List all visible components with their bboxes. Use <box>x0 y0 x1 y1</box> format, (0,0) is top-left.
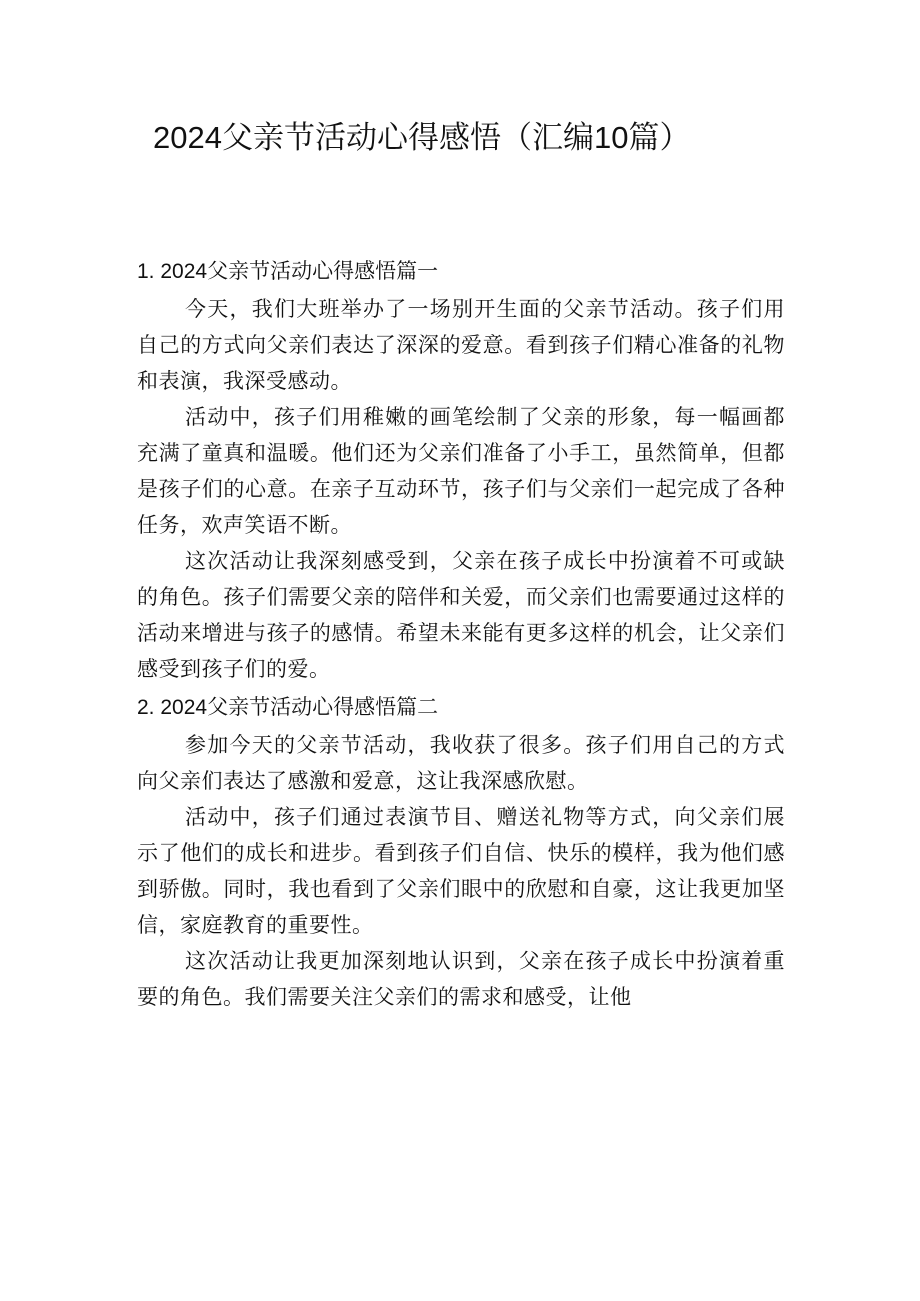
paragraph: 今天，我们大班举办了一场别开生面的父亲节活动。孩子们用自己的方式向父亲们表达了深深的爱意。看到孩子们精心准备的礼物和表演，我深受感动。 <box>137 297 785 393</box>
paragraph: 这次活动让我深刻感受到，父亲在孩子成长中扮演着不可或缺的角色。孩子们需要父亲的陪伴和关爱，而父亲们也需要通过这样的活动来增进与孩子的感情。希望未来能有更多这样的机会，让父亲们感受到孩子们的爱。 <box>137 549 785 681</box>
paragraph: 参加今天的父亲节活动，我收获了很多。孩子们用自己的方式向父亲们表达了感激和爱意，这让我深感欣慰。 <box>137 733 785 793</box>
section-heading: 2. 2024父亲节活动心得感悟篇二 <box>137 696 439 719</box>
paragraph: 活动中，孩子们通过表演节目、赠送礼物等方式，向父亲们展示了他们的成长和进步。看到孩子们自信、快乐的模样，我为他们感到骄傲。同时，我也看到了父亲们眼中的欣慰和自豪，这让我更加坚信，家庭教育的重要性。 <box>137 805 785 937</box>
section-heading: 1. 2024父亲节活动心得感悟篇一 <box>137 260 439 283</box>
section-2 <box>137 689 785 1015</box>
document-body <box>137 253 785 1015</box>
section-1 <box>137 253 785 687</box>
paragraph: 这次活动让我更加深刻地认识到，父亲在孩子成长中扮演着重要的角色。我们需要关注父亲们的需求和感受，让他 <box>137 949 785 1009</box>
paragraph: 活动中，孩子们用稚嫩的画笔绘制了父亲的形象，每一幅画都充满了童真和温暖。他们还为父亲们准备了小手工，虽然简单，但都是孩子们的心意。在亲子互动环节，孩子们与父亲们一起完成了各种任务，欢声笑语不断。 <box>137 405 785 537</box>
document-title: 2024父亲节活动心得感悟（汇编10篇） <box>153 120 691 155</box>
